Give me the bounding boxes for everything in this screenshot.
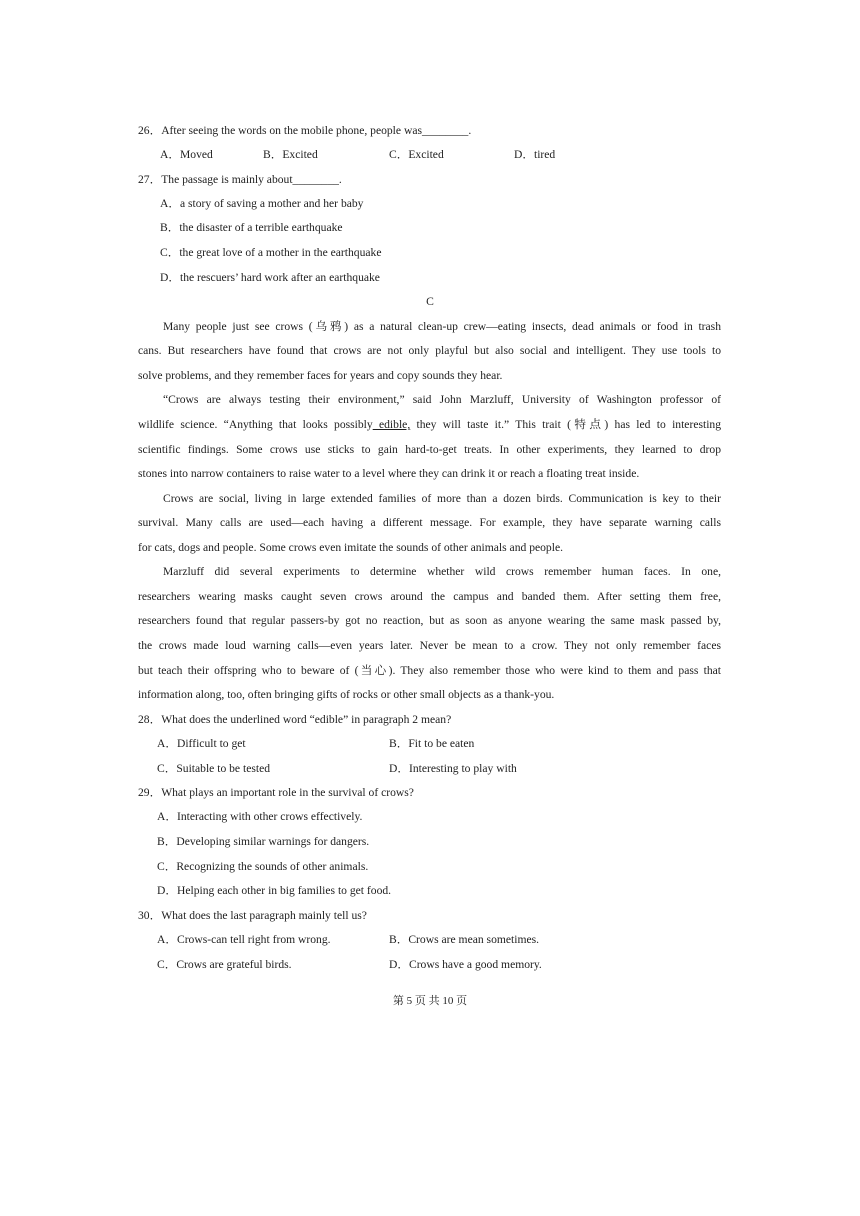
q27-option-c: C．the great love of a mother in the earthquake <box>160 246 382 259</box>
q26-option-d: D．tired <box>514 148 556 161</box>
q26-option-b: B．Excited <box>263 148 318 161</box>
passage-p4-line: Marzluff did several experiments to determine whether wild crows remember human faces. In one, <box>163 565 721 578</box>
passage-p1-line: Many people just see crows (乌鸦) as a natural clean-up crew—eating insects, dead animals or food in trash <box>163 320 721 333</box>
passage-p3-line: survival. Many calls are used—each having a different message. For example, they have separate warning calls <box>138 516 721 529</box>
q30-option-a: A．Crows-can tell right from wrong. <box>157 933 331 946</box>
passage-p1-line: solve problems, and they remember faces for years and copy sounds they hear. <box>138 369 503 382</box>
passage-p2-text: they will taste it.” This trait (特点) has led to interesting <box>410 418 722 431</box>
q28-option-c: C．Suitable to be tested <box>157 762 271 775</box>
passage-p2-line: scientific findings. Some crows use sticks to gain hard-to-get treats. In other experiments, they learned to drop <box>138 443 721 456</box>
q29-option-a: A．Interacting with other crows effectively. <box>157 810 363 823</box>
q29-option-d: D．Helping each other in big families to get food. <box>157 884 392 897</box>
page-number-footer: 第 5 页 共 10 页 <box>392 995 468 1007</box>
passage-p1-line: cans. But researchers have found that crows are not only playful but also social and intelligent. They use tools to <box>138 344 721 357</box>
question-30-stem: 30．What does the last paragraph mainly tell us? <box>138 909 367 922</box>
question-28-stem: 28．What does the underlined word “edible” in paragraph 2 mean? <box>138 713 452 726</box>
q28-option-a: A．Difficult to get <box>157 737 246 750</box>
passage-p2-text: wildlife science. “Anything that looks possibly <box>138 418 373 431</box>
q26-option-c: C．Excited <box>389 148 444 161</box>
q28-option-d: D．Interesting to play with <box>389 762 517 775</box>
question-26-stem: 26．After seeing the words on the mobile phone, people was________. <box>138 124 472 137</box>
q27-option-a: A．a story of saving a mother and her baby <box>160 197 364 210</box>
passage-p4-line: information along, too, often bringing gifts of rocks or other small objects as a thank-you. <box>138 688 555 701</box>
passage-p3-line: Crows are social, living in large extended families of more than a dozen birds. Communication is key to their <box>163 492 721 505</box>
q26-option-a: A．Moved <box>160 148 213 161</box>
passage-p4-line: researchers wearing masks caught seven crows around the campus and banded them. After setting them free, <box>138 590 721 603</box>
q28-option-b: B．Fit to be eaten <box>389 737 475 750</box>
passage-p4-line: researchers found that regular passers-by got no reaction, but as soon as anyone wearing the same mask passed by, <box>138 614 721 627</box>
underlined-word-edible: edible, <box>372 418 411 431</box>
q30-option-c: C．Crows are grateful birds. <box>157 958 292 971</box>
section-label: C <box>426 295 434 308</box>
passage-p4-line: but teach their offspring who to beware of (当心). They also remember those who were kind to them and pass that <box>138 664 721 677</box>
passage-p4-line: the crows made loud warning calls—even years later. Never be mean to a crow. They not only remember faces <box>138 639 721 652</box>
q27-option-b: B．the disaster of a terrible earthquake <box>160 221 343 234</box>
q29-option-b: B．Developing similar warnings for dangers. <box>157 835 370 848</box>
question-27-stem: 27．The passage is mainly about________. <box>138 173 342 186</box>
question-29-stem: 29．What plays an important role in the survival of crows? <box>138 786 414 799</box>
q30-option-d: D．Crows have a good memory. <box>389 958 542 971</box>
passage-p2-line <box>138 419 721 431</box>
q29-option-c: C．Recognizing the sounds of other animals. <box>157 860 369 873</box>
q27-option-d: D．the rescuers’ hard work after an earthquake <box>160 271 380 284</box>
q30-option-b: B．Crows are mean sometimes. <box>389 933 540 946</box>
passage-p3-line: for cats, dogs and people. Some crows even imitate the sounds of other animals and people. <box>138 541 563 554</box>
passage-p2-line: stones into narrow containers to raise water to a level where they can drink it or reach a floating treat inside. <box>138 467 640 480</box>
passage-p2-line: “Crows are always testing their environment,” said John Marzluff, University of Washington professor of <box>163 393 721 406</box>
